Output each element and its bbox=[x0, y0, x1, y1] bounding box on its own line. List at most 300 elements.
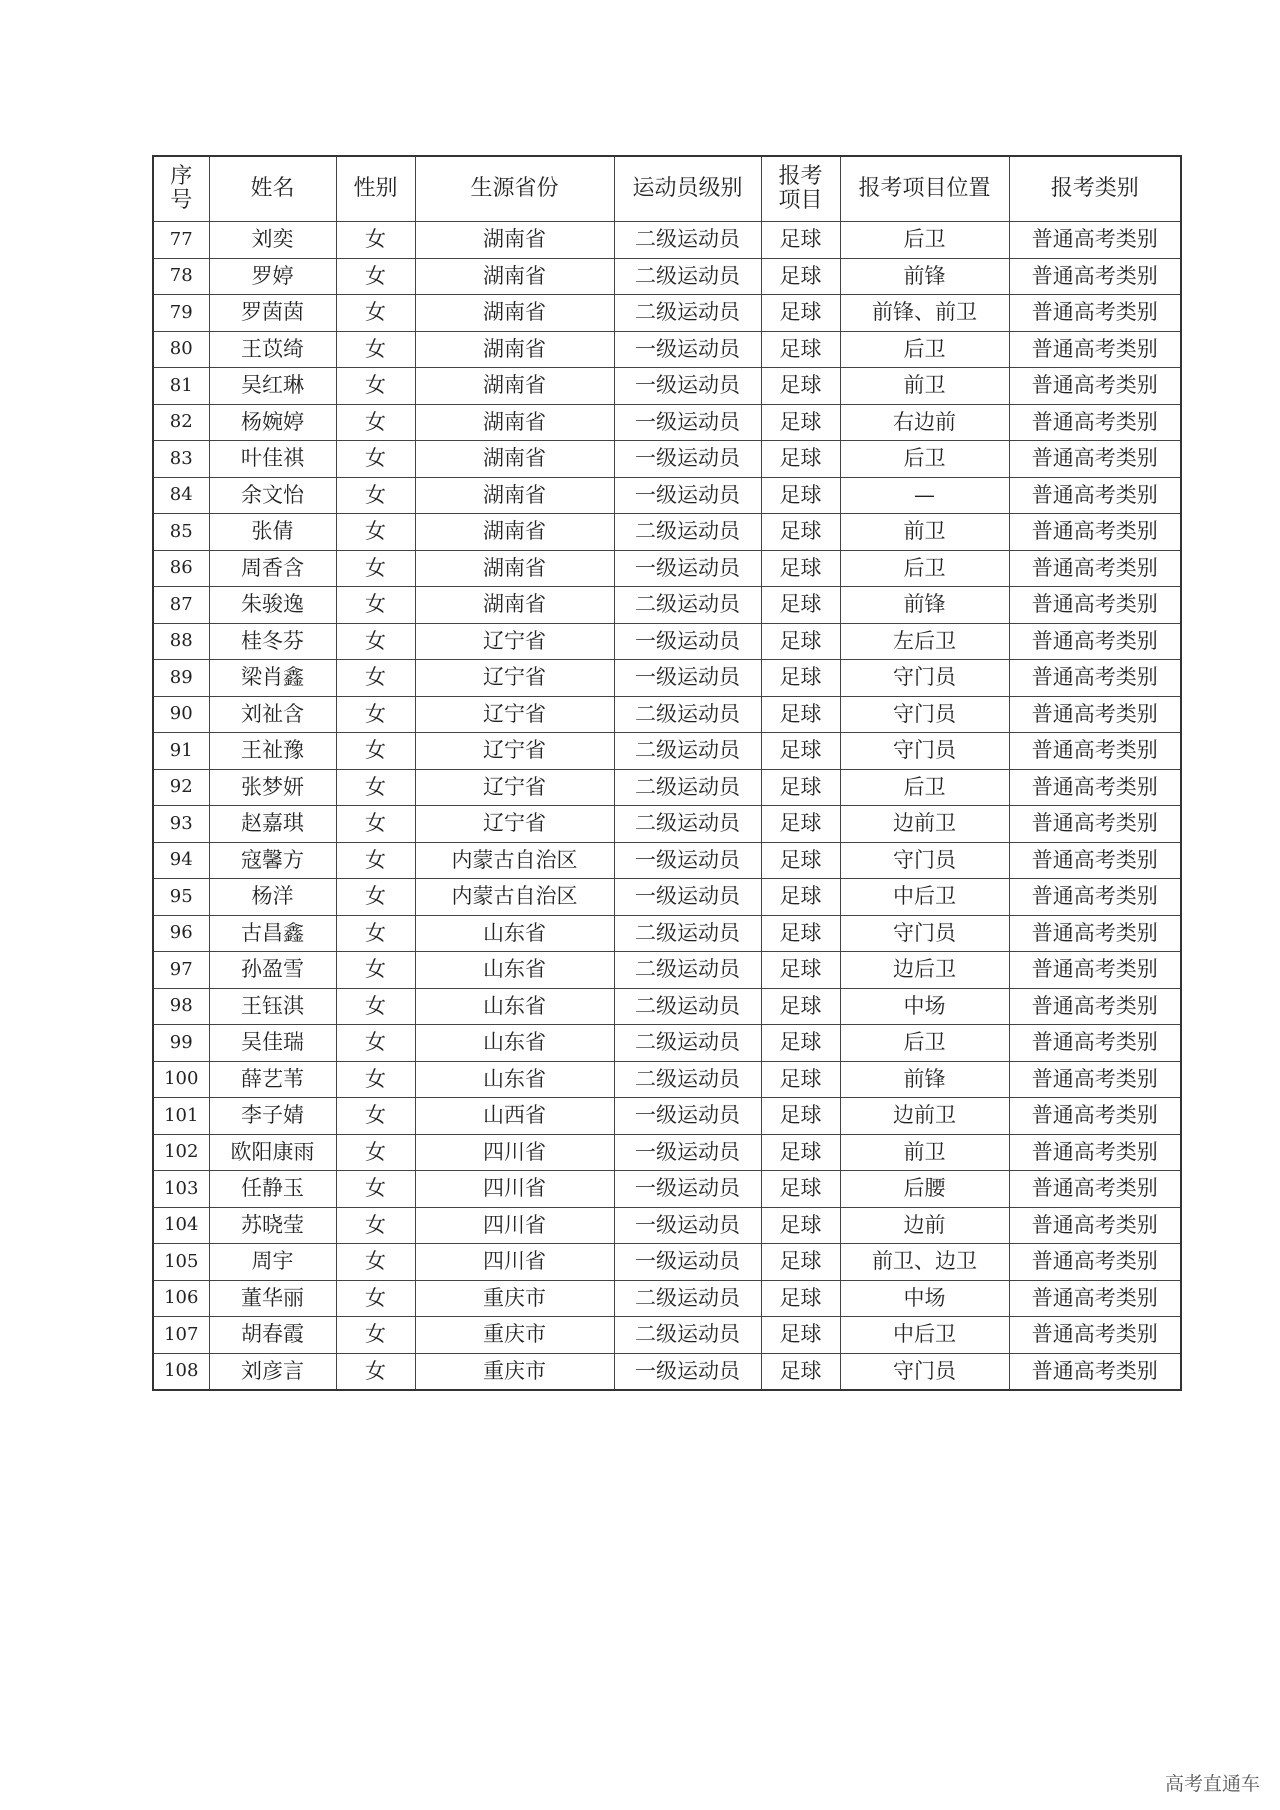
level-cell: 二级运动员 bbox=[614, 769, 761, 806]
province-cell: 湖南省 bbox=[415, 441, 614, 478]
category-cell: 普通高考类别 bbox=[1009, 1280, 1181, 1317]
name-cell: 欧阳康雨 bbox=[209, 1134, 336, 1171]
category-cell: 普通高考类别 bbox=[1009, 368, 1181, 405]
header-level: 运动员级别 bbox=[614, 156, 761, 222]
province-cell: 辽宁省 bbox=[415, 660, 614, 697]
position-cell: 中后卫 bbox=[840, 879, 1009, 916]
province-cell: 山东省 bbox=[415, 988, 614, 1025]
gender-cell: 女 bbox=[336, 477, 415, 514]
category-cell: 普通高考类别 bbox=[1009, 915, 1181, 952]
level-cell: 二级运动员 bbox=[614, 222, 761, 259]
gender-cell: 女 bbox=[336, 1317, 415, 1354]
level-cell: 一级运动员 bbox=[614, 1207, 761, 1244]
gender-cell: 女 bbox=[336, 1280, 415, 1317]
name-cell: 寇馨方 bbox=[209, 842, 336, 879]
category-cell: 普通高考类别 bbox=[1009, 623, 1181, 660]
level-cell: 一级运动员 bbox=[614, 1098, 761, 1135]
name-cell: 杨婉婷 bbox=[209, 404, 336, 441]
gender-cell: 女 bbox=[336, 222, 415, 259]
level-cell: 二级运动员 bbox=[614, 514, 761, 551]
gender-cell: 女 bbox=[336, 623, 415, 660]
level-cell: 二级运动员 bbox=[614, 1317, 761, 1354]
province-cell: 重庆市 bbox=[415, 1317, 614, 1354]
position-cell: 后卫 bbox=[840, 222, 1009, 259]
table-row bbox=[153, 1207, 1181, 1244]
province-cell: 山东省 bbox=[415, 915, 614, 952]
name-cell: 刘奕 bbox=[209, 222, 336, 259]
position-cell: 前卫、边卫 bbox=[840, 1244, 1009, 1281]
level-cell: 二级运动员 bbox=[614, 1061, 761, 1098]
table-row bbox=[153, 1171, 1181, 1208]
position-cell: 左后卫 bbox=[840, 623, 1009, 660]
seq-cell: 78 bbox=[153, 258, 209, 295]
level-cell: 二级运动员 bbox=[614, 696, 761, 733]
category-cell: 普通高考类别 bbox=[1009, 1244, 1181, 1281]
level-cell: 一级运动员 bbox=[614, 404, 761, 441]
table-row bbox=[153, 952, 1181, 989]
watermark: 高考直通车 bbox=[1164, 1773, 1260, 1795]
table-row bbox=[153, 550, 1181, 587]
position-cell: 守门员 bbox=[840, 1353, 1009, 1390]
gender-cell: 女 bbox=[336, 1171, 415, 1208]
province-cell: 湖南省 bbox=[415, 477, 614, 514]
seq-cell: 108 bbox=[153, 1353, 209, 1390]
position-cell: 中后卫 bbox=[840, 1317, 1009, 1354]
province-cell: 辽宁省 bbox=[415, 623, 614, 660]
gender-cell: 女 bbox=[336, 587, 415, 624]
category-cell: 普通高考类别 bbox=[1009, 879, 1181, 916]
table-row bbox=[153, 1061, 1181, 1098]
name-cell: 胡春霞 bbox=[209, 1317, 336, 1354]
province-cell: 辽宁省 bbox=[415, 769, 614, 806]
table-row bbox=[153, 1025, 1181, 1062]
sport-cell: 足球 bbox=[761, 879, 840, 916]
category-cell: 普通高考类别 bbox=[1009, 1207, 1181, 1244]
table-row bbox=[153, 879, 1181, 916]
sport-cell: 足球 bbox=[761, 1134, 840, 1171]
seq-cell: 77 bbox=[153, 222, 209, 259]
name-cell: 余文怡 bbox=[209, 477, 336, 514]
sport-cell: 足球 bbox=[761, 1061, 840, 1098]
gender-cell: 女 bbox=[336, 441, 415, 478]
seq-cell: 89 bbox=[153, 660, 209, 697]
level-cell: 一级运动员 bbox=[614, 660, 761, 697]
table-row bbox=[153, 623, 1181, 660]
name-cell: 古昌鑫 bbox=[209, 915, 336, 952]
position-cell: 后卫 bbox=[840, 441, 1009, 478]
header-sport-line1: 报考 bbox=[778, 163, 823, 189]
seq-cell: 93 bbox=[153, 806, 209, 843]
table-row bbox=[153, 404, 1181, 441]
province-cell: 湖南省 bbox=[415, 295, 614, 332]
position-cell: 后腰 bbox=[840, 1171, 1009, 1208]
gender-cell: 女 bbox=[336, 1098, 415, 1135]
gender-cell: 女 bbox=[336, 404, 415, 441]
province-cell: 内蒙古自治区 bbox=[415, 879, 614, 916]
name-cell: 赵嘉琪 bbox=[209, 806, 336, 843]
province-cell: 辽宁省 bbox=[415, 733, 614, 770]
category-cell: 普通高考类别 bbox=[1009, 733, 1181, 770]
level-cell: 一级运动员 bbox=[614, 550, 761, 587]
province-cell: 湖南省 bbox=[415, 550, 614, 587]
header-gender: 性别 bbox=[336, 156, 415, 222]
sport-cell: 足球 bbox=[761, 1244, 840, 1281]
province-cell: 湖南省 bbox=[415, 258, 614, 295]
table-row bbox=[153, 1317, 1181, 1354]
sport-cell: 足球 bbox=[761, 441, 840, 478]
seq-cell: 82 bbox=[153, 404, 209, 441]
category-cell: 普通高考类别 bbox=[1009, 952, 1181, 989]
province-cell: 湖南省 bbox=[415, 368, 614, 405]
name-cell: 刘彦言 bbox=[209, 1353, 336, 1390]
gender-cell: 女 bbox=[336, 879, 415, 916]
seq-cell: 98 bbox=[153, 988, 209, 1025]
level-cell: 一级运动员 bbox=[614, 1171, 761, 1208]
sport-cell: 足球 bbox=[761, 514, 840, 551]
table-row bbox=[153, 915, 1181, 952]
category-cell: 普通高考类别 bbox=[1009, 1317, 1181, 1354]
table-row bbox=[153, 988, 1181, 1025]
seq-cell: 96 bbox=[153, 915, 209, 952]
seq-cell: 102 bbox=[153, 1134, 209, 1171]
seq-cell: 94 bbox=[153, 842, 209, 879]
gender-cell: 女 bbox=[336, 1025, 415, 1062]
sport-cell: 足球 bbox=[761, 1207, 840, 1244]
seq-cell: 105 bbox=[153, 1244, 209, 1281]
province-cell: 湖南省 bbox=[415, 404, 614, 441]
seq-cell: 86 bbox=[153, 550, 209, 587]
level-cell: 一级运动员 bbox=[614, 1244, 761, 1281]
position-cell: 守门员 bbox=[840, 733, 1009, 770]
position-cell: 中场 bbox=[840, 988, 1009, 1025]
position-cell: 边后卫 bbox=[840, 952, 1009, 989]
header-category: 报考类别 bbox=[1009, 156, 1181, 222]
name-cell: 梁肖鑫 bbox=[209, 660, 336, 697]
table-row bbox=[153, 514, 1181, 551]
category-cell: 普通高考类别 bbox=[1009, 806, 1181, 843]
sport-cell: 足球 bbox=[761, 733, 840, 770]
name-cell: 张倩 bbox=[209, 514, 336, 551]
gender-cell: 女 bbox=[336, 1134, 415, 1171]
category-cell: 普通高考类别 bbox=[1009, 295, 1181, 332]
gender-cell: 女 bbox=[336, 988, 415, 1025]
position-cell: 中场 bbox=[840, 1280, 1009, 1317]
level-cell: 二级运动员 bbox=[614, 952, 761, 989]
province-cell: 四川省 bbox=[415, 1244, 614, 1281]
level-cell: 一级运动员 bbox=[614, 623, 761, 660]
sport-cell: 足球 bbox=[761, 587, 840, 624]
seq-cell: 88 bbox=[153, 623, 209, 660]
province-cell: 山东省 bbox=[415, 1061, 614, 1098]
table-row bbox=[153, 441, 1181, 478]
province-cell: 山西省 bbox=[415, 1098, 614, 1135]
province-cell: 湖南省 bbox=[415, 331, 614, 368]
header-seq bbox=[153, 156, 209, 222]
position-cell: 守门员 bbox=[840, 696, 1009, 733]
gender-cell: 女 bbox=[336, 331, 415, 368]
category-cell: 普通高考类别 bbox=[1009, 842, 1181, 879]
seq-cell: 97 bbox=[153, 952, 209, 989]
table-row bbox=[153, 806, 1181, 843]
header-sport bbox=[761, 156, 840, 222]
position-cell: 右边前 bbox=[840, 404, 1009, 441]
province-cell: 辽宁省 bbox=[415, 806, 614, 843]
table-row bbox=[153, 769, 1181, 806]
category-cell: 普通高考类别 bbox=[1009, 696, 1181, 733]
table-row bbox=[153, 331, 1181, 368]
level-cell: 一级运动员 bbox=[614, 368, 761, 405]
province-cell: 重庆市 bbox=[415, 1353, 614, 1390]
sport-cell: 足球 bbox=[761, 1353, 840, 1390]
header-seq-line1: 序 bbox=[170, 163, 193, 189]
gender-cell: 女 bbox=[336, 368, 415, 405]
position-cell: 前卫 bbox=[840, 514, 1009, 551]
category-cell: 普通高考类别 bbox=[1009, 404, 1181, 441]
sport-cell: 足球 bbox=[761, 258, 840, 295]
table-row bbox=[153, 733, 1181, 770]
province-cell: 湖南省 bbox=[415, 514, 614, 551]
position-cell: 前锋 bbox=[840, 258, 1009, 295]
sport-cell: 足球 bbox=[761, 988, 840, 1025]
level-cell: 二级运动员 bbox=[614, 806, 761, 843]
position-cell: 前卫 bbox=[840, 368, 1009, 405]
sport-cell: 足球 bbox=[761, 1171, 840, 1208]
category-cell: 普通高考类别 bbox=[1009, 222, 1181, 259]
sport-cell: 足球 bbox=[761, 952, 840, 989]
name-cell: 任静玉 bbox=[209, 1171, 336, 1208]
sport-cell: 足球 bbox=[761, 404, 840, 441]
province-cell: 四川省 bbox=[415, 1207, 614, 1244]
category-cell: 普通高考类别 bbox=[1009, 258, 1181, 295]
sport-cell: 足球 bbox=[761, 331, 840, 368]
gender-cell: 女 bbox=[336, 915, 415, 952]
name-cell: 桂冬芬 bbox=[209, 623, 336, 660]
position-cell: 守门员 bbox=[840, 842, 1009, 879]
gender-cell: 女 bbox=[336, 769, 415, 806]
gender-cell: 女 bbox=[336, 733, 415, 770]
name-cell: 刘祉含 bbox=[209, 696, 336, 733]
category-cell: 普通高考类别 bbox=[1009, 988, 1181, 1025]
level-cell: 二级运动员 bbox=[614, 1280, 761, 1317]
table-row bbox=[153, 660, 1181, 697]
name-cell: 王苡绮 bbox=[209, 331, 336, 368]
table-row bbox=[153, 587, 1181, 624]
category-cell: 普通高考类别 bbox=[1009, 1025, 1181, 1062]
seq-cell: 104 bbox=[153, 1207, 209, 1244]
sport-cell: 足球 bbox=[761, 769, 840, 806]
sport-cell: 足球 bbox=[761, 368, 840, 405]
province-cell: 山东省 bbox=[415, 1025, 614, 1062]
level-cell: 二级运动员 bbox=[614, 258, 761, 295]
province-cell: 重庆市 bbox=[415, 1280, 614, 1317]
sport-cell: 足球 bbox=[761, 1280, 840, 1317]
name-cell: 薛艺苇 bbox=[209, 1061, 336, 1098]
level-cell: 一级运动员 bbox=[614, 879, 761, 916]
seq-cell: 81 bbox=[153, 368, 209, 405]
position-cell: 边前 bbox=[840, 1207, 1009, 1244]
seq-cell: 103 bbox=[153, 1171, 209, 1208]
province-cell: 湖南省 bbox=[415, 222, 614, 259]
province-cell: 四川省 bbox=[415, 1171, 614, 1208]
gender-cell: 女 bbox=[336, 258, 415, 295]
table-row bbox=[153, 1280, 1181, 1317]
level-cell: 一级运动员 bbox=[614, 842, 761, 879]
gender-cell: 女 bbox=[336, 1353, 415, 1390]
sport-cell: 足球 bbox=[761, 295, 840, 332]
sport-cell: 足球 bbox=[761, 842, 840, 879]
position-cell: 后卫 bbox=[840, 331, 1009, 368]
level-cell: 一级运动员 bbox=[614, 441, 761, 478]
position-cell: 后卫 bbox=[840, 769, 1009, 806]
level-cell: 二级运动员 bbox=[614, 587, 761, 624]
table-body bbox=[153, 222, 1181, 1391]
name-cell: 罗茵茵 bbox=[209, 295, 336, 332]
name-cell: 王钰淇 bbox=[209, 988, 336, 1025]
seq-cell: 87 bbox=[153, 587, 209, 624]
sport-cell: 足球 bbox=[761, 915, 840, 952]
athlete-table bbox=[152, 155, 1182, 1391]
gender-cell: 女 bbox=[336, 1207, 415, 1244]
sport-cell: 足球 bbox=[761, 222, 840, 259]
gender-cell: 女 bbox=[336, 1061, 415, 1098]
category-cell: 普通高考类别 bbox=[1009, 769, 1181, 806]
seq-cell: 92 bbox=[153, 769, 209, 806]
level-cell: 二级运动员 bbox=[614, 295, 761, 332]
level-cell: 二级运动员 bbox=[614, 733, 761, 770]
name-cell: 吴红琳 bbox=[209, 368, 336, 405]
gender-cell: 女 bbox=[336, 660, 415, 697]
seq-cell: 99 bbox=[153, 1025, 209, 1062]
name-cell: 王祉豫 bbox=[209, 733, 336, 770]
level-cell: 一级运动员 bbox=[614, 477, 761, 514]
position-cell: 守门员 bbox=[840, 915, 1009, 952]
province-cell: 四川省 bbox=[415, 1134, 614, 1171]
position-cell: 守门员 bbox=[840, 660, 1009, 697]
seq-cell: 83 bbox=[153, 441, 209, 478]
header-position: 报考项目位置 bbox=[840, 156, 1009, 222]
category-cell: 普通高考类别 bbox=[1009, 587, 1181, 624]
gender-cell: 女 bbox=[336, 1244, 415, 1281]
gender-cell: 女 bbox=[336, 842, 415, 879]
seq-cell: 79 bbox=[153, 295, 209, 332]
name-cell: 叶佳祺 bbox=[209, 441, 336, 478]
sport-cell: 足球 bbox=[761, 660, 840, 697]
table-row bbox=[153, 1244, 1181, 1281]
position-cell: 后卫 bbox=[840, 550, 1009, 587]
seq-cell: 106 bbox=[153, 1280, 209, 1317]
seq-cell: 84 bbox=[153, 477, 209, 514]
seq-cell: 85 bbox=[153, 514, 209, 551]
category-cell: 普通高考类别 bbox=[1009, 441, 1181, 478]
sport-cell: 足球 bbox=[761, 623, 840, 660]
position-cell: 前锋 bbox=[840, 587, 1009, 624]
seq-cell: 101 bbox=[153, 1098, 209, 1135]
name-cell: 朱骏逸 bbox=[209, 587, 336, 624]
level-cell: 一级运动员 bbox=[614, 331, 761, 368]
level-cell: 一级运动员 bbox=[614, 1134, 761, 1171]
table-row bbox=[153, 842, 1181, 879]
gender-cell: 女 bbox=[336, 806, 415, 843]
category-cell: 普通高考类别 bbox=[1009, 514, 1181, 551]
gender-cell: 女 bbox=[336, 696, 415, 733]
category-cell: 普通高考类别 bbox=[1009, 1353, 1181, 1390]
table-row bbox=[153, 1353, 1181, 1390]
category-cell: 普通高考类别 bbox=[1009, 550, 1181, 587]
level-cell: 二级运动员 bbox=[614, 1025, 761, 1062]
level-cell: 一级运动员 bbox=[614, 1353, 761, 1390]
name-cell: 杨洋 bbox=[209, 879, 336, 916]
header-seq-line2: 号 bbox=[170, 188, 193, 213]
table-row bbox=[153, 258, 1181, 295]
table-row bbox=[153, 696, 1181, 733]
name-cell: 周香含 bbox=[209, 550, 336, 587]
position-cell: 边前卫 bbox=[840, 1098, 1009, 1135]
province-cell: 山东省 bbox=[415, 952, 614, 989]
position-cell: 边前卫 bbox=[840, 806, 1009, 843]
position-cell: — bbox=[840, 477, 1009, 514]
table-header-row bbox=[153, 156, 1181, 222]
sport-cell: 足球 bbox=[761, 477, 840, 514]
sport-cell: 足球 bbox=[761, 550, 840, 587]
header-name: 姓名 bbox=[209, 156, 336, 222]
level-cell: 二级运动员 bbox=[614, 988, 761, 1025]
table-row bbox=[153, 1134, 1181, 1171]
gender-cell: 女 bbox=[336, 952, 415, 989]
table-row bbox=[153, 222, 1181, 259]
name-cell: 吴佳瑞 bbox=[209, 1025, 336, 1062]
seq-cell: 107 bbox=[153, 1317, 209, 1354]
level-cell: 二级运动员 bbox=[614, 915, 761, 952]
position-cell: 前卫 bbox=[840, 1134, 1009, 1171]
header-province: 生源省份 bbox=[415, 156, 614, 222]
name-cell: 周宇 bbox=[209, 1244, 336, 1281]
sport-cell: 足球 bbox=[761, 696, 840, 733]
position-cell: 前锋 bbox=[840, 1061, 1009, 1098]
category-cell: 普通高考类别 bbox=[1009, 1098, 1181, 1135]
category-cell: 普通高考类别 bbox=[1009, 1134, 1181, 1171]
sport-cell: 足球 bbox=[761, 1098, 840, 1135]
position-cell: 后卫 bbox=[840, 1025, 1009, 1062]
category-cell: 普通高考类别 bbox=[1009, 1061, 1181, 1098]
name-cell: 苏晓莹 bbox=[209, 1207, 336, 1244]
position-cell: 前锋、前卫 bbox=[840, 295, 1009, 332]
sport-cell: 足球 bbox=[761, 1025, 840, 1062]
seq-cell: 80 bbox=[153, 331, 209, 368]
category-cell: 普通高考类别 bbox=[1009, 660, 1181, 697]
category-cell: 普通高考类别 bbox=[1009, 477, 1181, 514]
table-row bbox=[153, 477, 1181, 514]
gender-cell: 女 bbox=[336, 295, 415, 332]
name-cell: 董华丽 bbox=[209, 1280, 336, 1317]
category-cell: 普通高考类别 bbox=[1009, 331, 1181, 368]
table-row bbox=[153, 295, 1181, 332]
province-cell: 湖南省 bbox=[415, 587, 614, 624]
province-cell: 内蒙古自治区 bbox=[415, 842, 614, 879]
seq-cell: 95 bbox=[153, 879, 209, 916]
name-cell: 张梦妍 bbox=[209, 769, 336, 806]
name-cell: 孙盈雪 bbox=[209, 952, 336, 989]
seq-cell: 91 bbox=[153, 733, 209, 770]
header-sport-line2: 项目 bbox=[778, 188, 823, 213]
sport-cell: 足球 bbox=[761, 1317, 840, 1354]
province-cell: 辽宁省 bbox=[415, 696, 614, 733]
category-cell: 普通高考类别 bbox=[1009, 1171, 1181, 1208]
table-row bbox=[153, 368, 1181, 405]
gender-cell: 女 bbox=[336, 514, 415, 551]
table-row bbox=[153, 1098, 1181, 1135]
seq-cell: 100 bbox=[153, 1061, 209, 1098]
name-cell: 李子婧 bbox=[209, 1098, 336, 1135]
